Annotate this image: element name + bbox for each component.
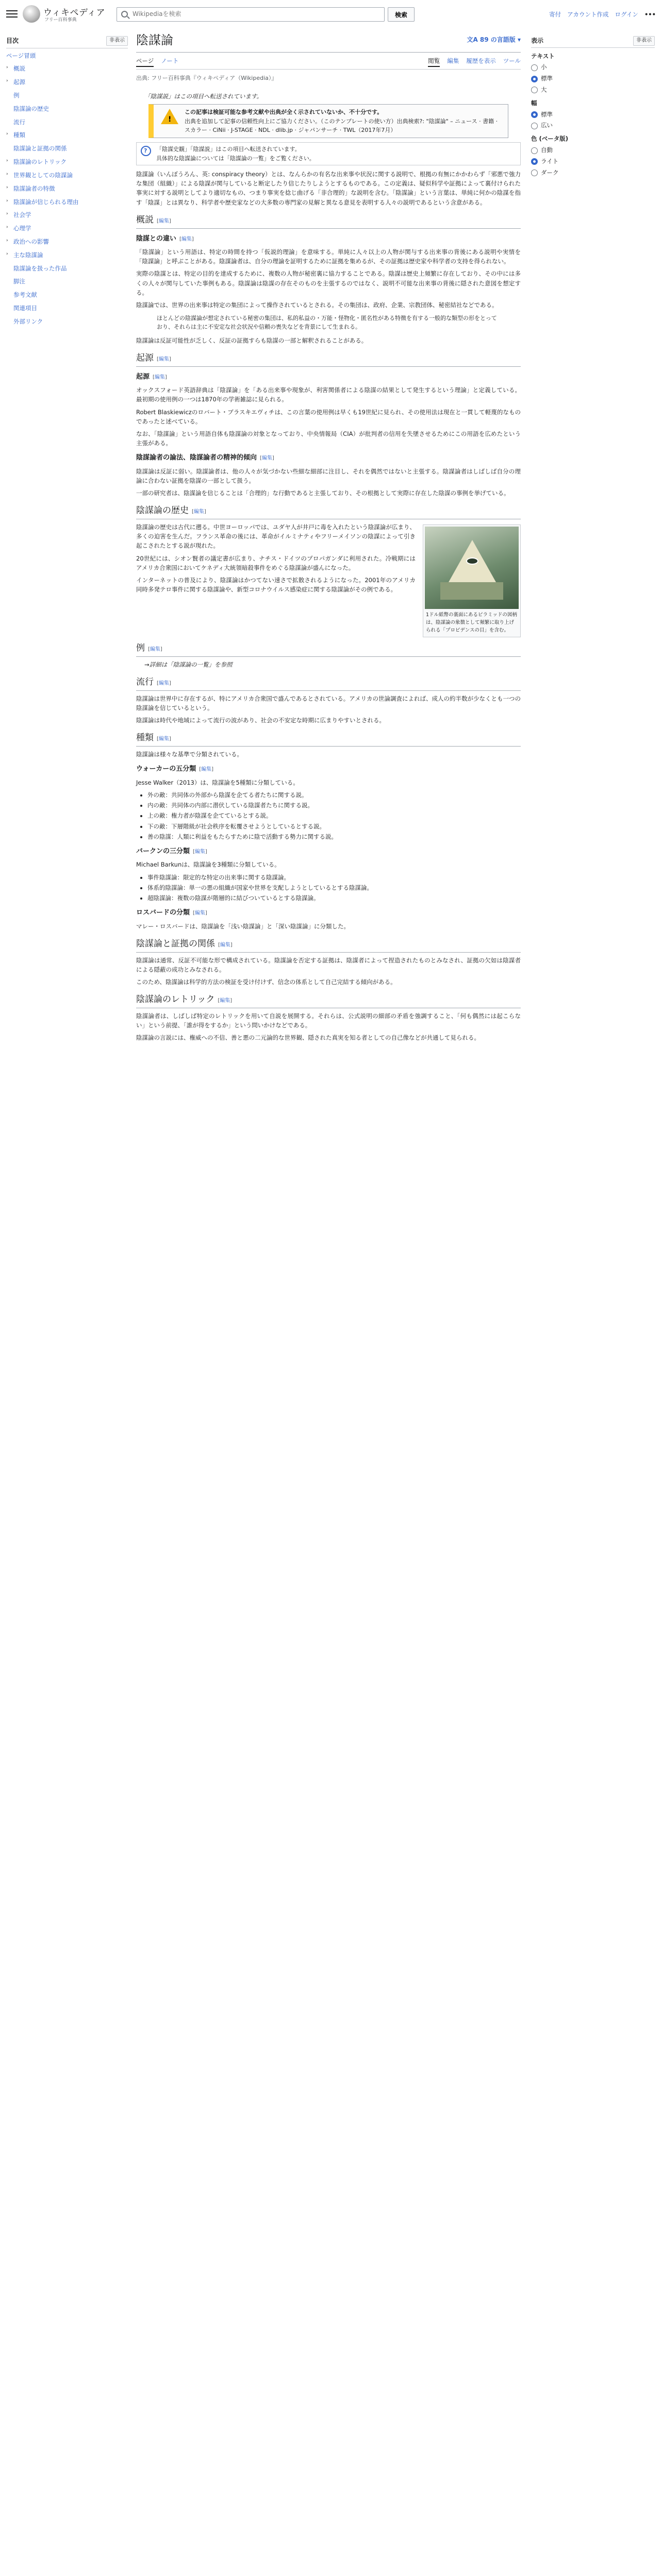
radio-label: ライト (541, 157, 559, 165)
edit-section-link[interactable]: [編集] (157, 736, 171, 742)
paragraph: 陰謀論では、世界の出来事は特定の集団によって操作されているとされる。その集団は、政府、企業、宗教団体、秘密結社などである。 (136, 301, 498, 309)
section-title: 流行 (136, 677, 154, 688)
toc-item[interactable] (6, 76, 128, 89)
logo-subtitle: フリー百科事典 (44, 18, 77, 23)
paragraph: 陰謀論の言説には、権威への不信、善と悪の二元論的な世界観、隠された真実を知る者としての自己像などが共通して見られる。 (136, 1034, 480, 1042)
search-icon (121, 11, 128, 18)
chevron-right-icon[interactable]: › (6, 211, 8, 217)
appearance-panel (531, 36, 655, 180)
paragraph: 陰謀論の歴史は古代に遡る。中世ヨーロッパでは、ユダヤ人が井戸に毒を入れたという陰謀論が広まり、多くの迫害を生んだ。フランス革命の後には、革命がイルミナティやフリーメイソンの陰謀によって引き起こされたとする説が現れた。 (136, 523, 416, 550)
edit-section-link[interactable]: [編集] (153, 374, 167, 380)
subsection-title: 陰謀との違い (136, 234, 177, 243)
section-title: 例 (136, 643, 145, 654)
list-item: • 体系的陰謀論：単一の悪の組織が国家や世界を支配しようとしているとする陰謀論。 (147, 883, 521, 892)
chevron-right-icon[interactable]: › (6, 198, 8, 204)
disambiguation-box (136, 142, 521, 165)
list-item: • 上の敵：権力者が陰謀を企てているとする説。 (147, 811, 521, 820)
toc-header (6, 36, 128, 48)
edit-section-link[interactable]: [編集] (218, 942, 233, 948)
subsection-heading (136, 846, 521, 857)
radio-button-icon[interactable] (531, 158, 538, 165)
paragraph: Jesse Walker（2013）は、陰謀論を5種類に分類している。 (136, 778, 299, 786)
toc-item[interactable] (6, 169, 128, 182)
toc-item-label: 陰謀論と証拠の関係 (13, 145, 67, 152)
toc-item[interactable] (6, 89, 128, 103)
paragraph: 実際の陰謀とは、特定の目的を達成するために、複数の人物が秘密裏に協力することである。陰謀は歴史上頻繁に存在しており、その中には多くの人々が関与していた事例もある。陰謀論は陰謀の存在そのものを主張するのではなく、説明不可能な出来事の背後に隠された意図を想定する。 (136, 270, 521, 296)
section-title: 陰謀論のレトリック (136, 994, 215, 1005)
radio-label: 標準 (541, 110, 553, 118)
toc-item-label: 関連項目 (13, 304, 37, 312)
toc-list (6, 62, 128, 328)
list-item: • 下の敵：下層階級が社会秩序を転覆させようとしているとする説。 (147, 822, 521, 831)
radio-label: 標準 (541, 75, 553, 82)
edit-section-link[interactable]: [編集] (218, 998, 233, 1004)
logo-title[interactable]: ウィキペディア (43, 8, 106, 18)
radio-label: ダーク (541, 168, 559, 176)
paragraph: インターネットの普及により、陰謀論はかつてない速さで拡散されるようになった。2001年のアメリカ同時多発テロ事件に関する陰謀論や、新型コロナウイルス感染症に関する陰謀論がその例である。 (136, 576, 416, 594)
search-input[interactable] (133, 10, 380, 18)
see-also-note: →詳細は「陰謀論の一覧」を参照 (144, 660, 233, 668)
toc-item-label: 起源 (13, 78, 25, 86)
list-item: • 超陰謀論：複数の陰謀が階層的に結びついているとする陰謀論。 (147, 893, 521, 903)
edit-section-link[interactable]: [編集] (192, 509, 206, 515)
paragraph: マレー・ロスバードは、陰謀論を「浅い陰謀論」と「深い陰謀論」に分類した。 (136, 922, 350, 930)
section-heading-overview (136, 213, 521, 229)
toc-item[interactable] (6, 235, 128, 249)
paragraph: 陰謀論者は、しばしば特定のレトリックを用いて自説を展開する。それらは、公式説明の細部の矛盾を強調すること、「何も偶然には起こらない」という前提、「誰が得をするか」という問いかけなどである。 (136, 1012, 521, 1029)
section-heading-history (136, 504, 521, 519)
search-form (117, 7, 416, 22)
paragraph: Michael Barkunは、陰謀論を3種類に分類している。 (136, 861, 280, 869)
table-of-contents (6, 36, 128, 329)
list-item: • 外の敵：共同体の外部から陰謀を企てる者たちに関する説。 (147, 790, 521, 800)
toc-item[interactable] (6, 103, 128, 116)
subsection-heading (136, 764, 521, 775)
top-header (0, 0, 662, 29)
toc-heading: 目次 (6, 37, 19, 44)
paragraph: オックスフォード英語辞典は「陰謀論」を「ある出来事や現象が、利害関係者による陰謀の結果として発生するという理論」と定義している。最初期の使用例の一つは1870年の学術雑誌に見られる。 (136, 386, 521, 403)
tab-page[interactable]: ページ (136, 57, 154, 67)
create-account-link[interactable]: アカウント作成 (567, 11, 609, 18)
wikipedia-globe-logo[interactable] (23, 5, 40, 23)
color-label: 色 (ベータ版) (531, 135, 569, 143)
width-label: 幅 (531, 99, 537, 107)
chevron-right-icon[interactable]: › (6, 251, 8, 257)
toc-item-label: 流行 (13, 118, 25, 126)
radio-option[interactable] (531, 157, 655, 166)
radio-button-icon[interactable] (531, 64, 538, 71)
section-heading-evidence (136, 937, 521, 953)
toc-item[interactable] (6, 209, 128, 222)
toc-item-label: 外部リンク (13, 317, 43, 325)
article-body (136, 92, 521, 1045)
appearance-heading: 表示 (531, 37, 544, 44)
subsection-title: ウォーカーの五分類 (136, 765, 196, 773)
user-links (549, 10, 656, 20)
text-size-label: テキスト (531, 52, 555, 60)
warning-body: 出典を追加して記事の信頼性向上にご協力ください。（このテンプレートの使い方）出典検索?: "陰謀論" – ニュース · 書籍 · スカラー · CiNii · J-STAGE · NDL · dlib.jp · ジャパンサーチ · TWL（2017年7月） (185, 117, 498, 133)
language-button[interactable]: 文A 89 の言語版 ▾ (467, 36, 521, 43)
disambiguation-line: 「陰謀史観」「陰謀説」はこの項目へ転送されています。 (156, 146, 301, 153)
section-title: 起源 (136, 352, 154, 363)
paragraph: 陰謀論は反証に弱い。陰謀論者は、他の人々が気づかない些細な細部に注目し、それを偶然ではないと主張する。陰謀論者はしばしば自分の理論に合わない証拠を陰謀の一部として扱う。 (136, 467, 521, 484)
subsection-heading (136, 908, 521, 919)
login-link[interactable]: ログイン (615, 11, 638, 18)
section-title: 種類 (136, 733, 154, 743)
paragraph: 陰謀論は時代や地域によって流行の波があり、社会の不安定な時期に広まりやすいとされる。 (136, 717, 385, 724)
edit-section-link[interactable]: [編集] (157, 218, 171, 224)
toc-item[interactable] (6, 222, 128, 235)
tab-talk[interactable]: ノート (161, 57, 179, 65)
search-button[interactable]: 検索 (388, 7, 415, 22)
page-source-line: 出典: フリー百科事典『ウィキペディア（Wikipedia）』 (136, 75, 277, 81)
toc-item-label: 陰謀論のレトリック (13, 158, 67, 166)
chevron-right-icon[interactable]: › (6, 238, 8, 243)
tabs-right (428, 57, 521, 67)
section-heading-example (136, 641, 521, 657)
paragraph: 陰謀論は世界中に存在するが、特にアメリカ合衆国で盛んであるとされている。アメリカの世論調査によれば、成人の約半数が少なくとも一つの陰謀論を信じているという。 (136, 694, 521, 712)
list-item: • 善の陰謀：人類に利益をもたらすために陰で活動する勢力に関する説。 (147, 832, 521, 841)
warning-icon (161, 109, 178, 124)
color-options (531, 146, 655, 177)
edit-section-link[interactable]: [編集] (157, 356, 171, 362)
warning-title: この記事は検証可能な参考文献や出典が全く示されていないか、不十分です。 (185, 109, 383, 116)
radio-option[interactable] (531, 63, 655, 72)
toc-item[interactable] (6, 129, 128, 142)
chevron-right-icon[interactable]: › (6, 184, 8, 190)
paragraph: Robert Blaskiewiczのロバート・ブラスキエヴィチは、この言葉の使用例は早くも19世紀に見られ、その使用法は現在と一貫して軽蔑的なものであったと述べている。 (136, 408, 521, 425)
subsection-title: バークンの三分類 (136, 847, 190, 855)
section-heading-types (136, 731, 521, 747)
disambiguation-line: 具体的な陰謀論については「陰謀論の一覧」をご覧ください。 (156, 155, 315, 162)
toc-item[interactable] (6, 315, 128, 329)
paragraph: 20世紀には、シオン賢者の議定書が広まり、ナチス・ドイツのプロパガンダに利用された。冷戦期にはアメリカ合衆国においてケネディ大統領暗殺事件をめぐる陰謀論が盛んになった。 (136, 554, 416, 571)
paragraph: 一部の研究者は、陰謀論を信じることは「合理的」な行動であると主張しており、その根拠として実際に存在した陰謀の事例を挙げている。 (136, 489, 510, 497)
toc-item[interactable] (6, 275, 128, 289)
toc-item[interactable] (6, 262, 128, 276)
section-title: 陰謀論と証拠の関係 (136, 938, 215, 949)
edit-section-link[interactable]: [編集] (193, 910, 207, 917)
edit-section-link[interactable]: [編集] (199, 767, 214, 773)
hatnote: 「陰謀説」はこの項目へ転送されています。 (144, 93, 263, 100)
edit-section-link[interactable]: [編集] (260, 455, 274, 462)
walker-list (147, 790, 521, 841)
section-title: 陰謀論の歴史 (136, 505, 189, 516)
toc-item[interactable] (6, 302, 128, 315)
toc-item[interactable] (6, 196, 128, 209)
radio-label: 広い (541, 122, 553, 129)
section-heading-trend (136, 675, 521, 691)
block-quote: ほとんどの陰謀論が想定されている秘密の集団は、私的私益の・万能・怪物化・匿名性がある特徴を有する一般的な類型の形をとっており、それらは主に不安定な社会状況や信頼の喪失などを背景にして生まれる。 (157, 314, 497, 331)
subsection-title: ロスバードの分類 (136, 909, 190, 917)
eye-of-providence-image[interactable] (425, 527, 519, 609)
toc-item-label: 陰謀論を扱った作品 (13, 264, 67, 272)
disambiguation-icon (141, 146, 151, 156)
toc-item-label: 脚注 (13, 278, 25, 285)
toc-item-label: 政治への影響 (13, 238, 49, 245)
tab-edit[interactable]: 編集 (447, 57, 459, 65)
toc-item[interactable] (6, 182, 128, 196)
section-heading-origin (136, 351, 521, 367)
radio-option[interactable] (531, 74, 655, 83)
toc-item-label: 陰謀論の歴史 (13, 105, 49, 112)
subsection-title: 起源 (136, 372, 150, 381)
paragraph: このため、陰謀論は科学的方法の検証を受け付けず、信念の体系として自己完結する傾向がある。 (136, 978, 396, 986)
subsection-heading (136, 234, 521, 245)
more-options-icon[interactable]: ••• (644, 11, 656, 18)
tab-history[interactable]: 履歴を表示 (466, 57, 496, 65)
page-title: 陰謀論 (136, 31, 521, 53)
radio-button-icon[interactable] (531, 111, 538, 118)
toc-item-label: 陰謀論者の特徴 (13, 184, 55, 192)
paragraph: 陰謀論は様々な基準で分類されている。 (136, 751, 243, 758)
chevron-right-icon[interactable]: › (6, 131, 8, 137)
subsection-heading (136, 372, 521, 383)
paragraph: 陰謀論は反証可能性が乏しく、反証の証拠すらも陰謀の一部と解釈されることがある。 (136, 336, 368, 344)
toc-item-label: 参考文献 (13, 291, 37, 299)
toc-item-label: 陰謀論が信じられる理由 (13, 198, 79, 206)
radio-button-icon[interactable] (531, 76, 538, 82)
toc-item-label: 主な陰謀論 (13, 251, 43, 259)
tab-read[interactable]: 閲覧 (428, 57, 440, 67)
chevron-right-icon[interactable]: › (6, 225, 8, 230)
toc-item-label: 社会学 (13, 211, 31, 219)
edit-section-link[interactable]: [編集] (157, 681, 171, 687)
title-area (136, 31, 521, 82)
toc-item[interactable] (6, 156, 128, 169)
toc-item[interactable] (6, 116, 128, 129)
toc-item[interactable] (6, 142, 128, 156)
section-title: 概説 (136, 214, 154, 225)
subsection-title: 陰謀論者の論法、陰謀論者の精神的傾向 (136, 454, 257, 462)
lead-paragraph: 陰謀論（いんぼうろん、英: conspiracy theory）とは、なんらかの有名な出来事や状況に関する説明で、根拠の有無にかかわらず「邪悪で強力な集団（組織）」による陰謀が関与していると断定したり信じたりしようとするものである。この定義は、疑似科学や証拠によって裏付けられた事実に対する説明としてより適切なもの、つまり事実を捻じ曲げる「非合理的」な説明を含む。「陰謀論」という言葉は、単純に何かの陰謀を指す「陰謀」とは異なり、科学者や歴史家などの大多数の専門家の見解と異なる意見を表明する人々の説明であるという含意がある。 (136, 171, 521, 206)
page-tabs (136, 57, 521, 70)
toc-item-label: 世界観としての陰謀論 (13, 171, 73, 179)
radio-option[interactable] (531, 121, 655, 130)
tab-tools[interactable]: ツール (503, 57, 521, 65)
radio-label: 大 (541, 86, 547, 94)
toc-hide-button[interactable]: 非表示 (106, 36, 128, 46)
toc-item-label: 例 (13, 92, 20, 99)
paragraph: なお、「陰謀論」という用語自体も陰謀論の対象となっており、中央情報局（CIA）が批判者の信用を失墜させるためにこの用語を広めたという主張がある。 (136, 430, 521, 447)
appearance-header (531, 36, 655, 48)
radio-option[interactable] (531, 110, 655, 120)
language-count: 89 の言語版 (479, 36, 516, 43)
main-menu-icon[interactable] (6, 8, 18, 20)
edit-section-link[interactable]: [編集] (148, 647, 162, 653)
barkun-list (147, 873, 521, 903)
chevron-right-icon[interactable]: › (6, 158, 8, 164)
radio-option[interactable] (531, 168, 655, 178)
list-item: • 事件陰謀論：限定的な特定の出来事に関する陰謀論。 (147, 873, 521, 882)
radio-label: 自動 (541, 146, 553, 154)
toc-top-link[interactable]: ページ冒頭 (6, 52, 36, 59)
search-box[interactable] (117, 7, 385, 22)
figure-caption: 1ドル紙幣の裏面にあるピラミッドの図柄は、陰謀論の象徴として頻繁に取り上げられる「プロビデンスの目」を含む。 (426, 612, 517, 634)
citation-warning-box (148, 104, 508, 138)
toc-item[interactable] (6, 62, 128, 76)
width-options (531, 110, 655, 131)
toc-item-label: 種類 (13, 131, 25, 139)
paragraph: 陰謀論は通常、反証不可能な形で構成されている。陰謀論を否定する証拠は、陰謀者によって捏造されたものとみなされ、証拠の欠如は陰謀者による隠蔽の成功とみなされる。 (136, 956, 521, 973)
appearance-hide-button[interactable]: 非表示 (633, 36, 655, 46)
edit-section-link[interactable]: [編集] (193, 849, 207, 855)
chevron-right-icon[interactable]: › (6, 171, 8, 177)
radio-option[interactable] (531, 86, 655, 95)
chevron-right-icon[interactable]: › (6, 78, 8, 84)
radio-button-icon[interactable] (531, 87, 538, 93)
subsection-heading (136, 453, 521, 464)
radio-button-icon[interactable] (531, 170, 538, 176)
radio-button-icon[interactable] (531, 123, 538, 129)
paragraph: 「陰謀論」という用語は、特定の時間を持つ「仮説的理論」を意味する。単純に人々以上の人物が関与する出来事の背後にある説明や実情を「陰謀論」と呼ぶことがある。陰謀論者は、自分の理論を証明するために証拠を集めるが、その証拠は歴史家や科学者の支持を得られない。 (136, 248, 521, 265)
toc-item[interactable] (6, 289, 128, 302)
chevron-right-icon[interactable]: › (6, 65, 8, 71)
dollar-pyramid-figure (423, 524, 521, 637)
tabs-left (136, 57, 178, 67)
section-heading-rhetoric (136, 993, 521, 1008)
toc-item-label: 心理学 (13, 225, 31, 232)
toc-item[interactable] (6, 249, 128, 262)
text-size-options (531, 63, 655, 94)
list-item: • 内の敵：共同体の内部に潜伏している陰謀者たちに関する説。 (147, 801, 521, 810)
radio-label: 小 (541, 63, 547, 71)
toc-item-label: 概説 (13, 65, 25, 73)
radio-button-icon[interactable] (531, 147, 538, 154)
donate-link[interactable]: 寄付 (549, 11, 561, 18)
radio-option[interactable] (531, 146, 655, 155)
edit-section-link[interactable]: [編集] (179, 236, 194, 242)
